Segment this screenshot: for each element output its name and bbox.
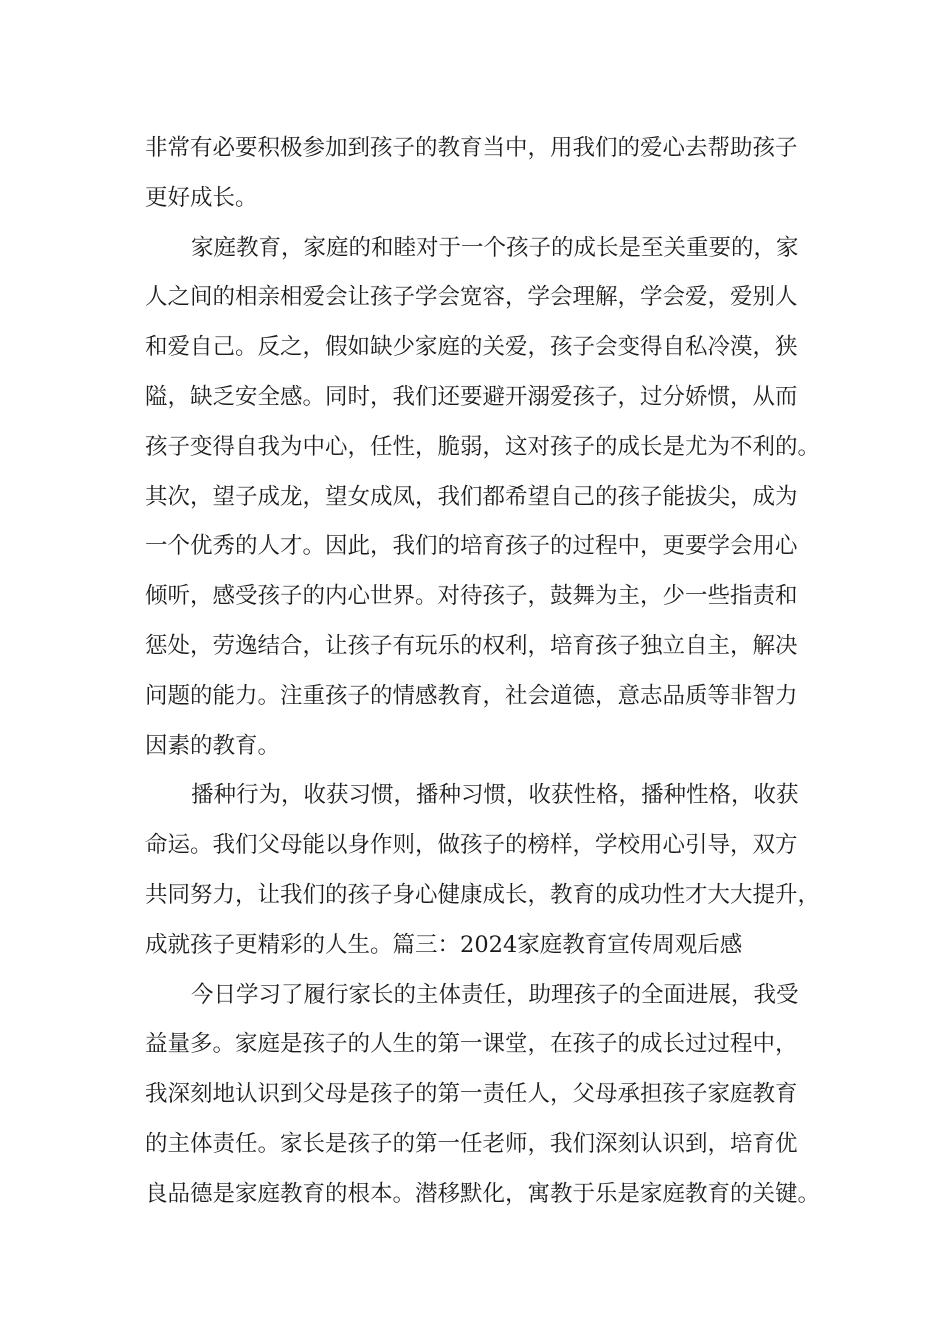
text-line: 家庭教育，家庭的和睦对于一个孩子的成长是至关重要的，家 xyxy=(191,234,799,261)
text-line: 一个优秀的人才。因此，我们的培育孩子的过程中，更要学会用心 xyxy=(145,533,798,560)
text-line: 其次，望子成龙，望女成凤，我们都希望自己的孩子能拔尖，成为 xyxy=(145,483,798,510)
text-line: 益量多。家庭是孩子的人生的第一课堂，在孩子的成长过过程中， xyxy=(145,1031,798,1058)
text-line: 更好成长。 xyxy=(145,184,258,211)
text-line: 人之间的相亲相爱会让孩子学会宽容，学会理解，学会爱，爱别人 xyxy=(145,284,798,311)
text-line: 和爱自己。反之，假如缺少家庭的关爱，孩子会变得自私冷漠，狭 xyxy=(145,334,798,361)
text-line: 我深刻地认识到父母是孩子的第一责任人，父母承担孩子家庭教育 xyxy=(145,1081,798,1108)
text-line: 惩处，劳逸结合，让孩子有玩乐的权利，培育孩子独立自主，解决 xyxy=(145,632,798,659)
text-line: 非常有必要积极参加到孩子的教育当中，用我们的爱心去帮助孩子 xyxy=(145,135,798,161)
body-text xyxy=(145,124,835,1220)
text-line: 播种行为，收获习惯，播种习惯，收获性格，播种性格，收获 xyxy=(191,782,799,809)
text-line: 成就孩子更精彩的人生。篇三：2024家庭教育宣传周观后感 xyxy=(145,931,743,958)
text-line: 今日学习了履行家长的主体责任，助理孩子的全面进展，我受 xyxy=(191,981,799,1008)
text-line: 倾听，感受孩子的内心世界。对待孩子，鼓舞为主，少一些指责和 xyxy=(145,583,798,610)
text-line: 共同努力，让我们的孩子身心健康成长，教育的成功性才大大提升， xyxy=(145,881,821,908)
text-line: 因素的教育。 xyxy=(145,732,281,759)
text-line: 的主体责任。家长是孩子的第一任老师，我们深刻认识到，培育优 xyxy=(145,1130,798,1157)
text-line: 孩子变得自我为中心，任性，脆弱，这对孩子的成长是尤为不利的。 xyxy=(145,433,821,460)
text-line: 隘，缺乏安全感。同时，我们还要避开溺爱孩子，过分娇惯，从而 xyxy=(145,383,798,410)
text-line: 问题的能力。注重孩子的情感教育，社会道德，意志品质等非智力 xyxy=(145,682,798,709)
text-line: 命运。我们父母能以身作则，做孩子的榜样，学校用心引导，双方 xyxy=(145,832,798,859)
text-line: 良品德是家庭教育的根本。潜移默化，寓教于乐是家庭教育的关键。 xyxy=(145,1180,821,1207)
